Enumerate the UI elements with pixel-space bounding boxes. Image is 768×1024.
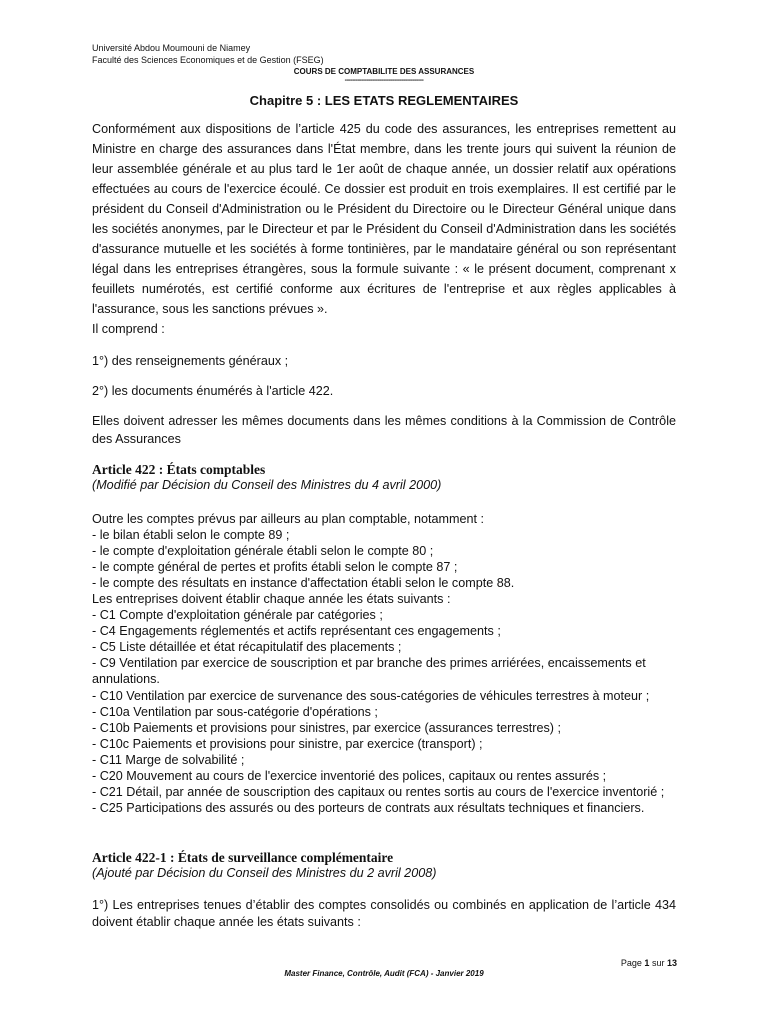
list-item: - C10a Ventilation par sous-catégorie d'opérations ; xyxy=(92,704,378,719)
intro-item-1: 1°) des renseignements généraux ; xyxy=(92,354,289,368)
header-separator: ------------------------------------------- xyxy=(344,77,424,84)
total-pages: 13 xyxy=(666,958,677,968)
of-word: sur xyxy=(651,958,665,968)
list-item: - C1 Compte d'exploitation générale par catégories ; xyxy=(92,608,383,623)
intro-item-2: 2°) les documents énumérés à l'article 422. xyxy=(92,384,334,398)
list-item: - le compte des résultats en instance d'affectation établi selon le compte 88. xyxy=(92,576,515,591)
list-item: - C10b Paiements et provisions pour sinistres, par exercice (assurances terrestres) ; xyxy=(92,720,561,735)
list-item: - C11 Marge de solvabilité ; xyxy=(92,752,245,767)
chapter-title: Chapitre 5 : LES ETATS REGLEMENTAIRES xyxy=(249,93,519,108)
list-item: Les entreprises doivent établir chaque année les états suivants : xyxy=(92,592,451,607)
list-item: - C9 Ventilation par exercice de souscription et par branche des primes arriérées, encaissements et annulations. xyxy=(92,656,646,687)
page-word: Page xyxy=(620,958,642,968)
list-item: - C25 Participations des assurés ou des porteurs de contrats aux résultats techniques et financiers. xyxy=(92,800,645,815)
page-number xyxy=(621,958,677,968)
article-422-1-paragraph: 1°) Les entreprises tenues d’établir des comptes consolidés ou combinés en application de l’article 434 doivent établir chaque année les états suivants : xyxy=(92,898,676,929)
list-item: - C21 Détail, par année de souscription des capitaux ou rentes sortis au cours de l'exercice inventorié ; xyxy=(92,784,665,799)
list-item: - C5 Liste détaillée et état récapitulatif des placements ; xyxy=(92,640,402,655)
article-422-list xyxy=(92,511,682,816)
current-page: 1 xyxy=(644,958,650,968)
intro-paragraph xyxy=(92,119,676,319)
course-title: COURS DE COMPTABILITE DES ASSURANCES xyxy=(293,67,475,76)
article-422-1-heading: Article 422-1 : États de surveillance complémentaire xyxy=(92,850,394,865)
article-422-note: (Modifié par Décision du Conseil des Ministres du 4 avril 2000) xyxy=(92,478,442,492)
list-item: - C4 Engagements réglementés et actifs représentant ces engagements ; xyxy=(92,624,501,639)
article-422-heading: Article 422 : États comptables xyxy=(92,462,266,477)
list-item: - C10c Paiements et provisions pour sinistre, par exercice (transport) ; xyxy=(92,736,483,751)
closing-paragraph: Elles doivent adresser les mêmes documents dans les mêmes conditions à la Commission de Contrôle des Assurances xyxy=(92,414,676,446)
list-item: - le compte général de pertes et profits établi selon le compte 87 ; xyxy=(92,560,458,575)
intro-text: Conformément aux dispositions de l’article 425 du code des assurances, les entreprises remettent au Ministre en charge des assurances dans l'État membre, dans les trente jours qui suivent la réunion de leur assemblée générale et au plus tard le 1er août de chaque année, un dossier relatif aux opérations effectuées au cours de l'exercice écoulé. Ce dossier est produit en trois exemplaires. Il est certifié par le président du Conseil d'Administration ou le Président du Directoire ou le Directeur Général unique dans les sociétés anonymes, par le Directeur et par le Président du Conseil d'Administration dans les sociétés d'assurance mutuelle et les sociétés à forme tontinières, par le mandataire général ou son représentant légal dans les entreprises étrangères, sous la formule suivante : « le présent document, comprenant x feuillets numérotés, est certifié conforme aux écritures de l'entreprise et aux règles applicables à l'assurance, sous les sanctions prévues ». xyxy=(92,122,676,316)
faculty-name: Faculté des Sciences Economiques et de Gestion (FSEG) xyxy=(92,55,324,65)
article-422-1-note: (Ajouté par Décision du Conseil des Ministres du 2 avril 2008) xyxy=(92,866,437,880)
list-item: - le compte d'exploitation générale établi selon le compte 80 ; xyxy=(92,544,434,559)
list-item: - C10 Ventilation par exercice de survenance des sous-catégories de véhicules terrestres à moteur ; xyxy=(92,688,650,703)
list-item: - C20 Mouvement au cours de l'exercice inventorié des polices, capitaux ou rentes assurés ; xyxy=(92,768,607,783)
list-item: - le bilan établi selon le compte 89 ; xyxy=(92,528,290,543)
list-item: Outre les comptes prévus par ailleurs au plan comptable, notamment : xyxy=(92,512,484,526)
footer-program: Master Finance, Contrôle, Audit (FCA) - Janvier 2019 xyxy=(284,969,484,978)
university-name: Université Abdou Moumouni de Niamey xyxy=(92,43,251,53)
comprend-line: Il comprend : xyxy=(92,322,165,336)
